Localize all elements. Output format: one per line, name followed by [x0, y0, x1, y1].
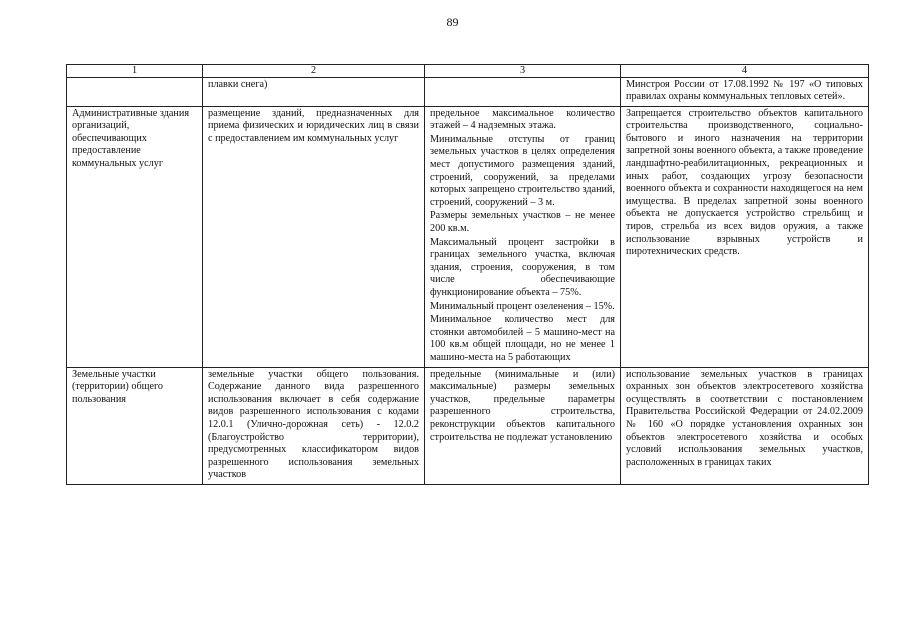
cell-paragraph: предельные (минимальные и (или) максимальные) размеры земельных участков, предельные параметры разрешенного строительства, реконструкции объектов капитального строительства не подлежат установлению — [430, 368, 615, 443]
cell-paragraph: Минстроя России от 17.08.1992 № 197 «О типовых правилах охраны коммунальных тепловых сетей». — [626, 78, 863, 103]
cell-paragraph: Административные здания организаций, обеспечивающих предоставление коммунальных услуг — [72, 107, 190, 170]
cell-paragraph: размещение зданий, предназначенных для приема физических и юридических лиц в связи с предоставлением им коммунальных услуг — [208, 107, 419, 144]
cell-paragraph: Минимальное количество мест для стоянки автомобилей – 5 машино-мест на 100 кв.м общей площади, но не менее 1 машино-места на 5 работающих — [430, 314, 615, 363]
table-row — [67, 367, 869, 484]
cell-paragraph: земельные участки общего пользования. Содержание данного вида разрешенного использования включает в себя содержание видов разрешенного использования с кодами 12.0.1 (Улично-дорожная сеть) - 12.0.2 (Благоустройство территории), предусмотренных классификатором видов разрешенного использования земельных участков — [208, 368, 419, 481]
cell-paragraph: Земельные участки (территории) общего пользования — [72, 368, 164, 405]
table-row — [67, 77, 869, 106]
cell-paragraph: Максимальный процент застройки в границах земельного участка, включая здания, строения, сооружения, в том числе обеспечивающие функционирование объекта – 75%. — [430, 236, 615, 298]
table-cell-col-4 — [621, 77, 869, 106]
column-number-2: 2 — [203, 65, 425, 78]
table-row — [67, 106, 869, 367]
cell-paragraph: Запрещается строительство объектов капитального строительства производственного, социально-бытового и иного назначения на территории запретной зоны военного объекта, а также проведение ландшафтно-реабилитационных, рекреационных и иных работ, создающих угрозу безопасности военного объекта и сохранности находящегося на нем имущества. В пределах запретной зоны военного объекта не допускается устройство стрельбищ и тиров, стрельба из всех видов оружия, а также использование взрывных устройств и пиротехнических средств. — [626, 107, 863, 258]
column-number-3: 3 — [425, 65, 621, 78]
cell-paragraph: Минимальные отступы от границ земельных участков в целях определения мест допустимого размещения зданий, строений, сооружений, за пределами которых запрещено строительство зданий, строений, сооружений – 3 м. — [430, 133, 615, 208]
column-number-1: 1 — [67, 65, 203, 78]
regulations-table — [66, 64, 869, 485]
page-number: 89 — [446, 15, 459, 29]
table-cell-col-3 — [425, 106, 621, 367]
table-cell-col-1 — [67, 77, 203, 106]
cell-paragraph: предельное максимальное количество этажей – 4 надземных этажа. — [430, 107, 615, 132]
table-cell-col-2 — [203, 77, 425, 106]
table-cell-col-3 — [425, 77, 621, 106]
cell-paragraph: Минимальный процент озеленения – 15%. — [430, 300, 615, 312]
table-cell-col-2 — [203, 367, 425, 484]
table-header-row — [67, 65, 869, 78]
cell-paragraph: использование земельных участков в границах охранных зон объектов электросетевого хозяйства осуществлять в соответствии с постановлением Правительства Российской Федерации от 24.02.2009 № 160 «О порядке установления охранных зон объектов электросетевого хозяйства и особых условий использования земельных участков, расположенных в границах таких — [626, 368, 863, 468]
table-cell-col-3 — [425, 367, 621, 484]
cell-paragraph: Размеры земельных участков – не менее 200 кв.м. — [430, 210, 615, 235]
table-cell-col-2 — [203, 106, 425, 367]
cell-paragraph: плавки снега) — [208, 78, 268, 90]
table-body — [67, 77, 869, 484]
column-number-4: 4 — [621, 65, 869, 78]
table-cell-col-4 — [621, 367, 869, 484]
table-cell-col-4 — [621, 106, 869, 367]
table-cell-col-1 — [67, 367, 203, 484]
table-cell-col-1 — [67, 106, 203, 367]
